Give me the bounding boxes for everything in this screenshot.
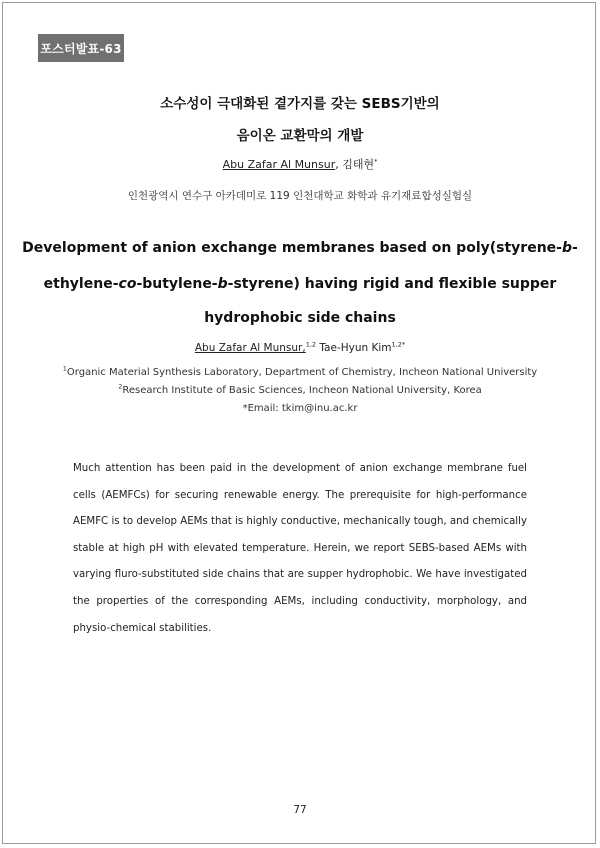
korean-title-line-2: 음이온 교환막의 개발 [236, 128, 364, 144]
korean-affiliation: 인천광역시 연수구 아카데미로 119 인천대학교 화학과 유기재료합성실험실 [127, 190, 473, 202]
title-italic: b [561, 240, 572, 256]
korean-author-2: 김태현 [342, 158, 375, 171]
english-title-line-1 [0, 240, 600, 256]
abstract-paragraph: Much attention has been paid in the development of anion exchange membrane fuel cells (AEMFCs) for securing renewable energy. The prerequisite for high-performance AEMFC is to develop AEMs that is highly conductive, mechanically tough, and chemically stable at high pH with elevated temperature. Herein, we report SEBS-based AEMs with varying fluro-substituted side chains that are supper hydrophobic. We have investigated the properties of the corresponding AEMs, including conductivity, morphology, and physio-chemical stabilities. [73, 463, 527, 634]
english-title-line-3: hydrophobic side chains [204, 310, 396, 326]
title-text: - [572, 240, 578, 256]
korean-author-1: Abu Zafar Al Munsur [222, 158, 336, 171]
title-text: Development of anion exchange membranes based on poly(styrene- [22, 240, 562, 256]
title-text: ethylene- [43, 276, 119, 292]
corresponding-mark: * [374, 157, 378, 166]
affiliation-1-text: Organic Material Synthesis Laboratory, Department of Chemistry, Incheon National University [66, 367, 538, 378]
email-line: *Email: tkim@inu.ac.kr [242, 403, 358, 414]
page-number: 77 [293, 804, 307, 816]
korean-title-line-1: 소수성이 극대화된 곁가지를 갖는 SEBS기반의 [160, 96, 440, 112]
author-1-affiliation-mark: 1,2 [305, 340, 317, 349]
affiliation-1 [0, 364, 600, 378]
english-author-1: Abu Zafar Al Munsur, [194, 342, 306, 354]
title-italic: b [217, 276, 228, 292]
poster-badge: 포스터발표-63 [38, 34, 124, 62]
english-title-line-2 [0, 276, 600, 292]
affiliation-2-mark: 2 [118, 382, 123, 391]
title-text: -butylene- [136, 276, 218, 292]
english-authors [0, 342, 600, 354]
title-text: -styrene) having rigid and flexible supper [227, 276, 557, 292]
title-italic: co [118, 276, 137, 292]
affiliation-1-mark: 1 [62, 364, 67, 373]
korean-authors [0, 156, 600, 172]
affiliation-2 [0, 382, 600, 396]
author-2-affiliation-mark: 1,2* [391, 340, 406, 349]
english-author-2: Tae-Hyun Kim [316, 342, 392, 354]
affiliation-2-text: Research Institute of Basic Sciences, Incheon National University, Korea [122, 385, 482, 396]
korean-author-separator: , [335, 158, 343, 171]
